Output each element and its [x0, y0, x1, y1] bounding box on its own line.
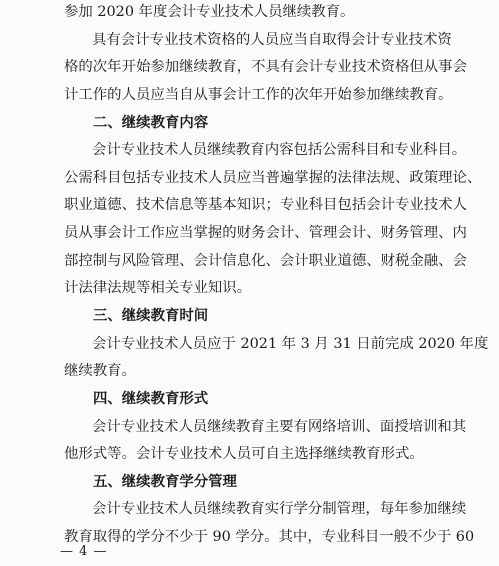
- text-line: 员从事会计工作应当掌握的财务会计、管理会计、财务管理、内: [64, 225, 467, 242]
- text-line: 计工作的人员应当自从事会计工作的次年开始参加继续教育。: [64, 86, 453, 103]
- text-line: 格的次年开始参加继续教育，不具有会计专业技术资格但从事会: [64, 59, 467, 76]
- page-number: — 4 —: [60, 544, 108, 559]
- text-line: 继续教育。: [64, 363, 136, 380]
- section-heading-form: 四、继续教育形式: [93, 389, 209, 407]
- text-line: 具有会计专业技术资格的人员应当自取得会计专业技术资: [92, 31, 452, 48]
- text-line: 会计专业技术人员继续教育实行学分制管理，每年参加继续: [92, 501, 467, 518]
- text-line: 教育取得的学分不少于 90 学分。其中，专业科目一般不少于 60: [64, 529, 475, 545]
- text-line: 公需科目包括专业技术人员应当普遍掌握的法律法规、政策理论、: [64, 169, 482, 186]
- text-line: 会计专业技术人员应于 2021 年 3 月 31 日前完成 2020 年度: [92, 335, 489, 352]
- text-line: 他形式等。会计专业技术人员可自主选择继续教育形式。: [64, 446, 424, 463]
- text-line: 计法律法规等相关专业知识。: [64, 280, 252, 297]
- text-line: 职业道德、技术信息等基本知识；专业科目包括会计专业技术人: [64, 197, 467, 214]
- text-line: 部控制与风险管理、会计信息化、会计职业道德、财税金融、会: [64, 252, 467, 269]
- text-line: 会计专业技术人员继续教育内容包括公需科目和专业科目。: [92, 142, 467, 159]
- section-heading-time: 三、继续教育时间: [93, 306, 209, 324]
- text-line: 会计专业技术人员继续教育主要有网络培训、面授培训和其: [92, 418, 467, 435]
- section-heading-content: 二、继续教育内容: [93, 113, 209, 131]
- section-heading-credits: 五、继续教育学分管理: [93, 472, 237, 490]
- text-line: 参加 2020 年度会计专业技术人员继续教育。: [64, 4, 355, 20]
